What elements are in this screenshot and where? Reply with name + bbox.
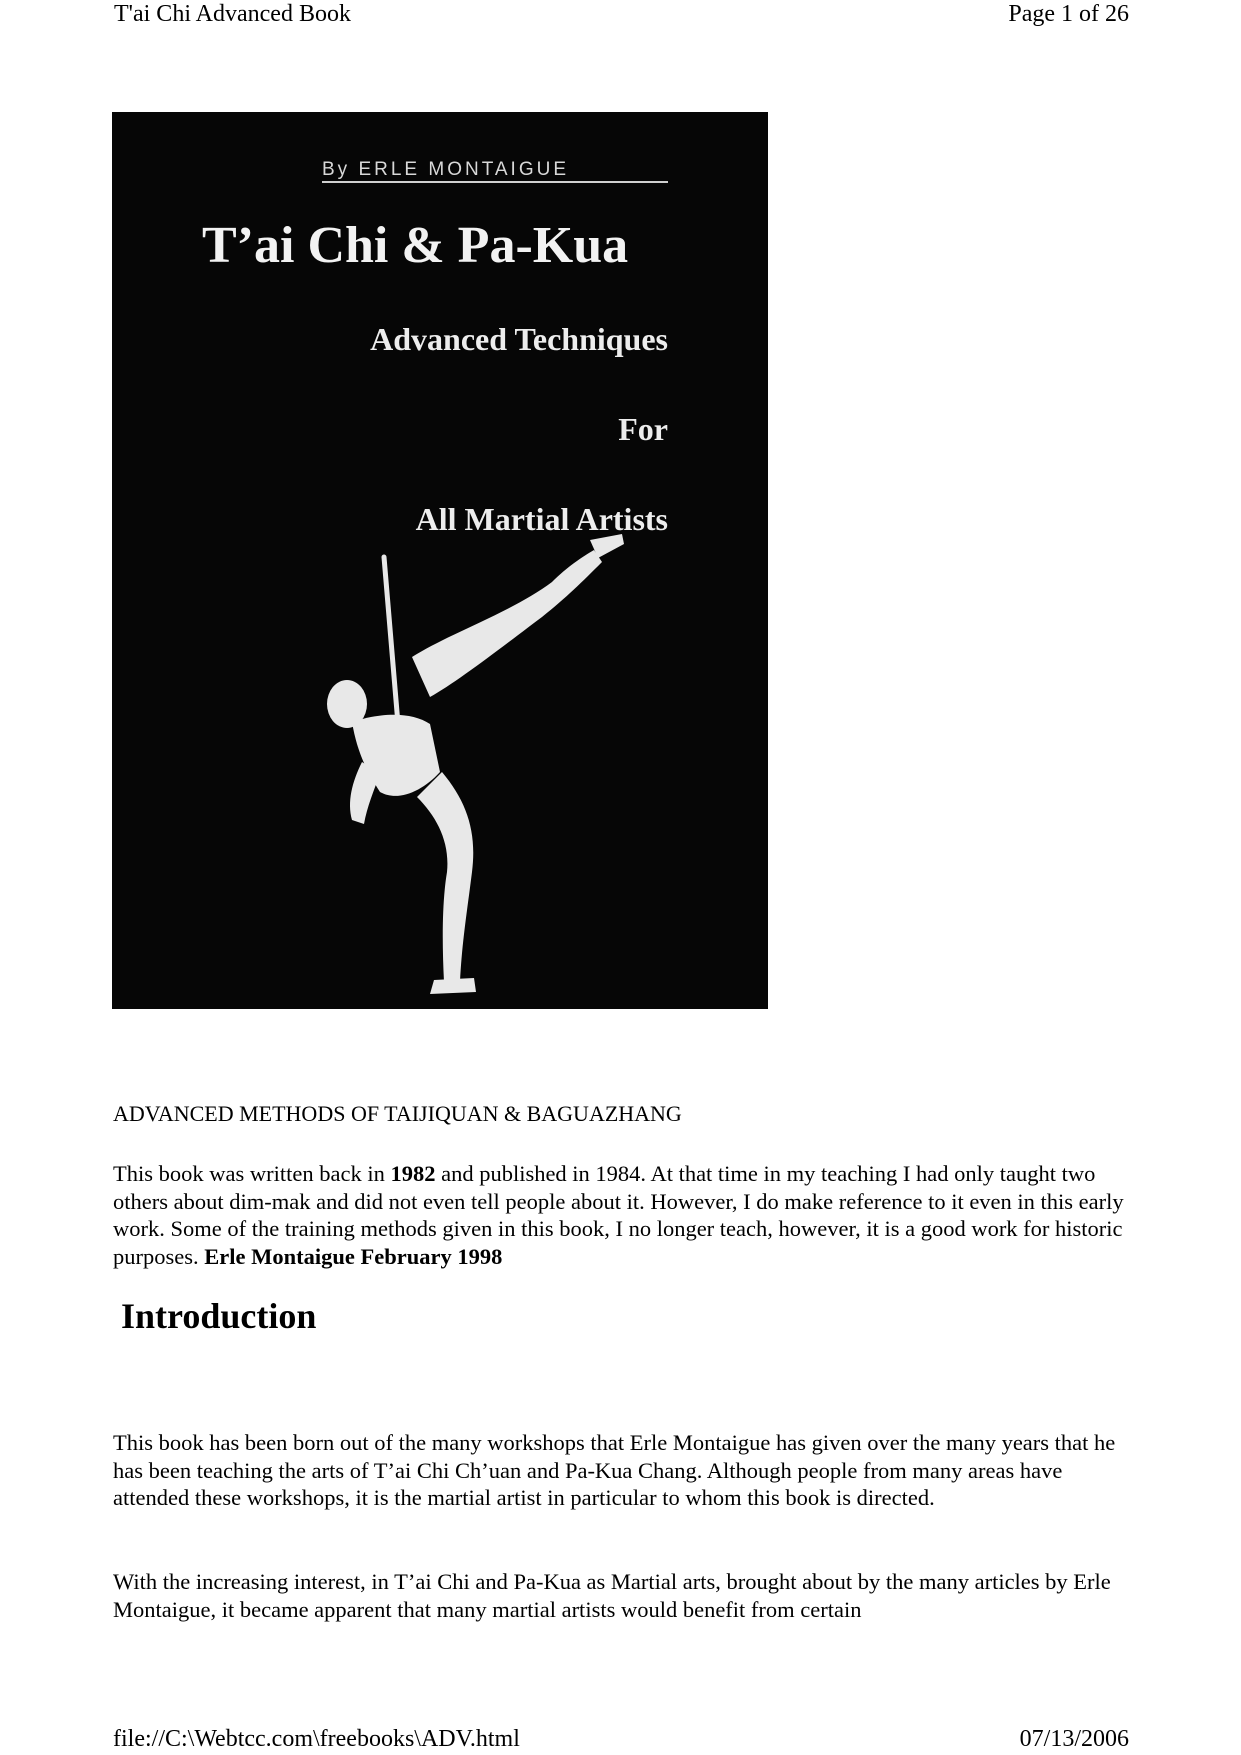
cover-title: T’ai Chi & Pa-Kua xyxy=(202,217,629,274)
document-title: T'ai Chi Advanced Book xyxy=(114,1,351,27)
preface-text-1: This book was written back in xyxy=(113,1161,391,1186)
file-path: file://C:\Webtcc.com\freebooks\ADV.html xyxy=(113,1726,520,1752)
section-label: ADVANCED METHODS OF TAIJIQUAN & BAGUAZHANG xyxy=(113,1101,682,1126)
preface-text-2: and published in 1984. At that time in my teaching I had only taught two others about dim-mak and did not even tell people about it. However, I do make reference to it even in this early work. Some of the training methods given in this book, I no longer teach, however, it is a good work for historic purposes. xyxy=(113,1161,1124,1269)
intro-paragraph-2: With the increasing interest, in T’ai Chi and Pa-Kua as Martial arts, brought about by the many articles by Erle Montaigue, it became apparent that many martial artists would benefit from certain xyxy=(113,1569,1111,1622)
preface-signature: Erle Montaigue February 1998 xyxy=(204,1243,503,1269)
cover-artwork xyxy=(112,112,768,1009)
section-heading-introduction: Introduction xyxy=(121,1296,317,1336)
intro-paragraph-1: This book has been born out of the many workshops that Erle Montaigue has given over the many years that he has been teaching the arts of T’ai Chi Ch’uan and Pa-Kua Chang. Although people from many areas have attended these workshops, it is the martial artist in particular to whom this book is directed. xyxy=(113,1430,1116,1510)
page-indicator: Page 1 of 26 xyxy=(1008,1,1129,27)
cover-subtitle-line3: All Martial Artists xyxy=(415,501,668,537)
cover-byline: By ERLE MONTAIGUE xyxy=(322,159,570,180)
cover-subtitle-line2: For xyxy=(618,411,668,447)
preface-year: 1982 xyxy=(390,1161,436,1186)
cover-subtitle-line1: Advanced Techniques xyxy=(370,321,668,357)
book-cover-image xyxy=(112,112,768,1009)
preface-paragraph xyxy=(113,1160,1133,1270)
print-date: 07/13/2006 xyxy=(1019,1726,1129,1752)
